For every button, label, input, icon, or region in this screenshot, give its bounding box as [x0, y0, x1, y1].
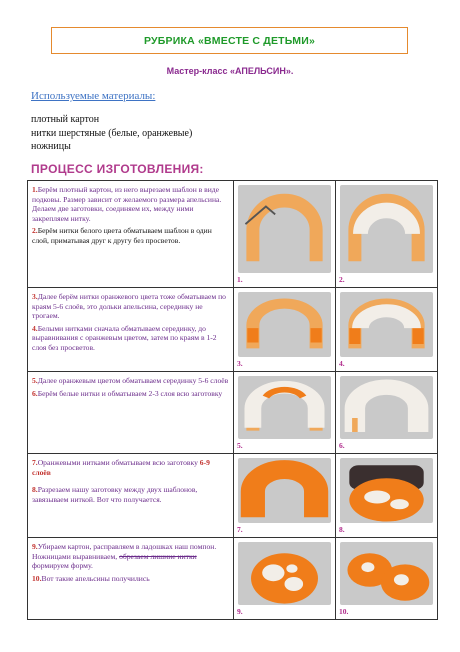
step-number: 4.	[32, 323, 38, 333]
photo-label: 6.	[339, 441, 345, 450]
master-class-title: Мастер-класс «АПЕЛЬСИН».	[166, 66, 294, 76]
photo-illustration	[340, 542, 433, 605]
rubric-header: РУБРИКА «ВМЕСТЕ С ДЕТЬМИ»	[143, 34, 316, 47]
step-text-cell	[28, 288, 234, 372]
step-10	[32, 574, 230, 584]
step-number: 5.	[32, 376, 38, 385]
step-text-cell	[28, 181, 234, 288]
step-photo	[340, 376, 433, 439]
material-item: плотный картон	[31, 114, 100, 125]
step-number: 6.	[32, 388, 38, 398]
step-photo	[238, 185, 331, 273]
step-bold-text: 6-9 слоёв	[32, 458, 210, 477]
photo-illustration	[340, 376, 433, 439]
material-item: нитки шерстяные (белые, оранжевые)	[31, 127, 193, 139]
step-strike-text: обрезаем лишние нитки	[119, 551, 197, 561]
step-text: Берём плотный картон, из него вырезаем шаблон в виде подковы. Размер зависит от желаемого размера апельсина. Делаем две заготовки, соединяем их, между ними закрепляем нитку.	[32, 185, 222, 223]
photo-label: 3.	[237, 359, 243, 368]
step-9	[32, 542, 230, 571]
photo-cell	[234, 538, 336, 620]
photo-label: 4.	[339, 359, 345, 368]
photo-cell	[234, 181, 336, 288]
step-8	[32, 485, 230, 504]
photo-illustration	[340, 458, 433, 523]
photo-cell	[234, 288, 336, 372]
photo-cell	[336, 181, 438, 288]
photo-cell	[336, 288, 438, 372]
step-number: 7.	[32, 458, 38, 467]
step-number: 1.	[32, 185, 38, 194]
photo-label: 10.	[339, 607, 349, 616]
step-number: 8.	[32, 485, 38, 495]
step-number: 3.	[32, 292, 38, 301]
photo-illustration	[238, 458, 331, 523]
photo-cell	[336, 372, 438, 454]
step-number: 9.	[32, 542, 38, 551]
table-row	[28, 288, 438, 372]
photo-illustration	[238, 292, 331, 357]
photo-label: 5.	[237, 441, 243, 450]
photo-illustration	[238, 185, 331, 273]
step-text: формируем форму.	[32, 561, 93, 571]
table-row	[28, 181, 438, 288]
photo-label: 8.	[339, 525, 345, 534]
photo-illustration	[340, 292, 433, 357]
step-photo	[238, 376, 331, 439]
step-text: Далее берём нитки оранжевого цвета тоже обматываем по краям 5-6 слоёв, это дольки апельсина, серединку не трогаем.	[32, 292, 226, 321]
photo-illustration	[340, 185, 433, 273]
table-row	[28, 372, 438, 454]
step-text: Белыми нитками сначала обматываем серединку, до выравнивания с оранжевым цветом, затем по краям в 1-2 слоя без просветов.	[32, 323, 217, 352]
steps-table	[27, 180, 438, 620]
step-text: Берём белые нитки и обматываем 2-3 слоя всю заготовку	[37, 388, 223, 398]
materials-heading: Используемые материалы:	[31, 90, 156, 102]
step-text-cell	[28, 454, 234, 538]
step-3	[32, 292, 230, 321]
step-text: Далее оранжевым цветом обматываем серединку 5-6 слоёв	[37, 376, 229, 385]
photo-label: 1.	[237, 275, 243, 284]
step-6	[32, 389, 230, 399]
step-text: Убираем картон, расправляем в ладошках наш помпон. Ножницами выравниваем,	[32, 542, 217, 561]
photo-cell	[336, 538, 438, 620]
table-row	[28, 454, 438, 538]
step-number: 10.	[32, 573, 42, 583]
photo-illustration	[238, 542, 331, 605]
step-text: Оранжевыми нитками обматываем всю заготовку	[37, 458, 200, 467]
process-heading: ПРОЦЕСС ИЗГОТОВЛЕНИЯ:	[31, 162, 204, 176]
material-item: ножницы	[31, 141, 71, 152]
step-7	[32, 458, 230, 477]
step-text-cell	[28, 372, 234, 454]
photo-illustration	[238, 376, 331, 439]
step-photo	[238, 292, 331, 357]
materials-list	[31, 113, 192, 154]
step-text-cell	[28, 538, 234, 620]
step-photo	[340, 542, 433, 605]
photo-label: 7.	[237, 525, 243, 534]
step-photo	[340, 458, 433, 523]
step-5	[32, 376, 230, 386]
step-photo	[238, 458, 331, 523]
step-photo	[238, 542, 331, 605]
photo-cell	[336, 454, 438, 538]
step-1	[32, 185, 230, 223]
table-row	[28, 538, 438, 620]
photo-cell	[234, 454, 336, 538]
step-text: Берём нитки белого цвета обматываем шаблон в один слой, приматывая друг к другу без просветов.	[32, 226, 212, 245]
step-4	[32, 324, 230, 353]
step-number: 2.	[32, 226, 38, 236]
photo-label: 2.	[339, 275, 345, 284]
photo-label: 9.	[237, 607, 243, 616]
photo-cell	[234, 372, 336, 454]
step-2	[32, 226, 230, 245]
step-text: Разрезаем нашу заготовку между двух шаблонов, завязываем ниткой. Вот что получается.	[32, 485, 198, 504]
rubric-header-box	[51, 27, 408, 54]
step-photo	[340, 185, 433, 273]
step-photo	[340, 292, 433, 357]
step-text: Вот такие апельсины получились	[41, 573, 150, 583]
